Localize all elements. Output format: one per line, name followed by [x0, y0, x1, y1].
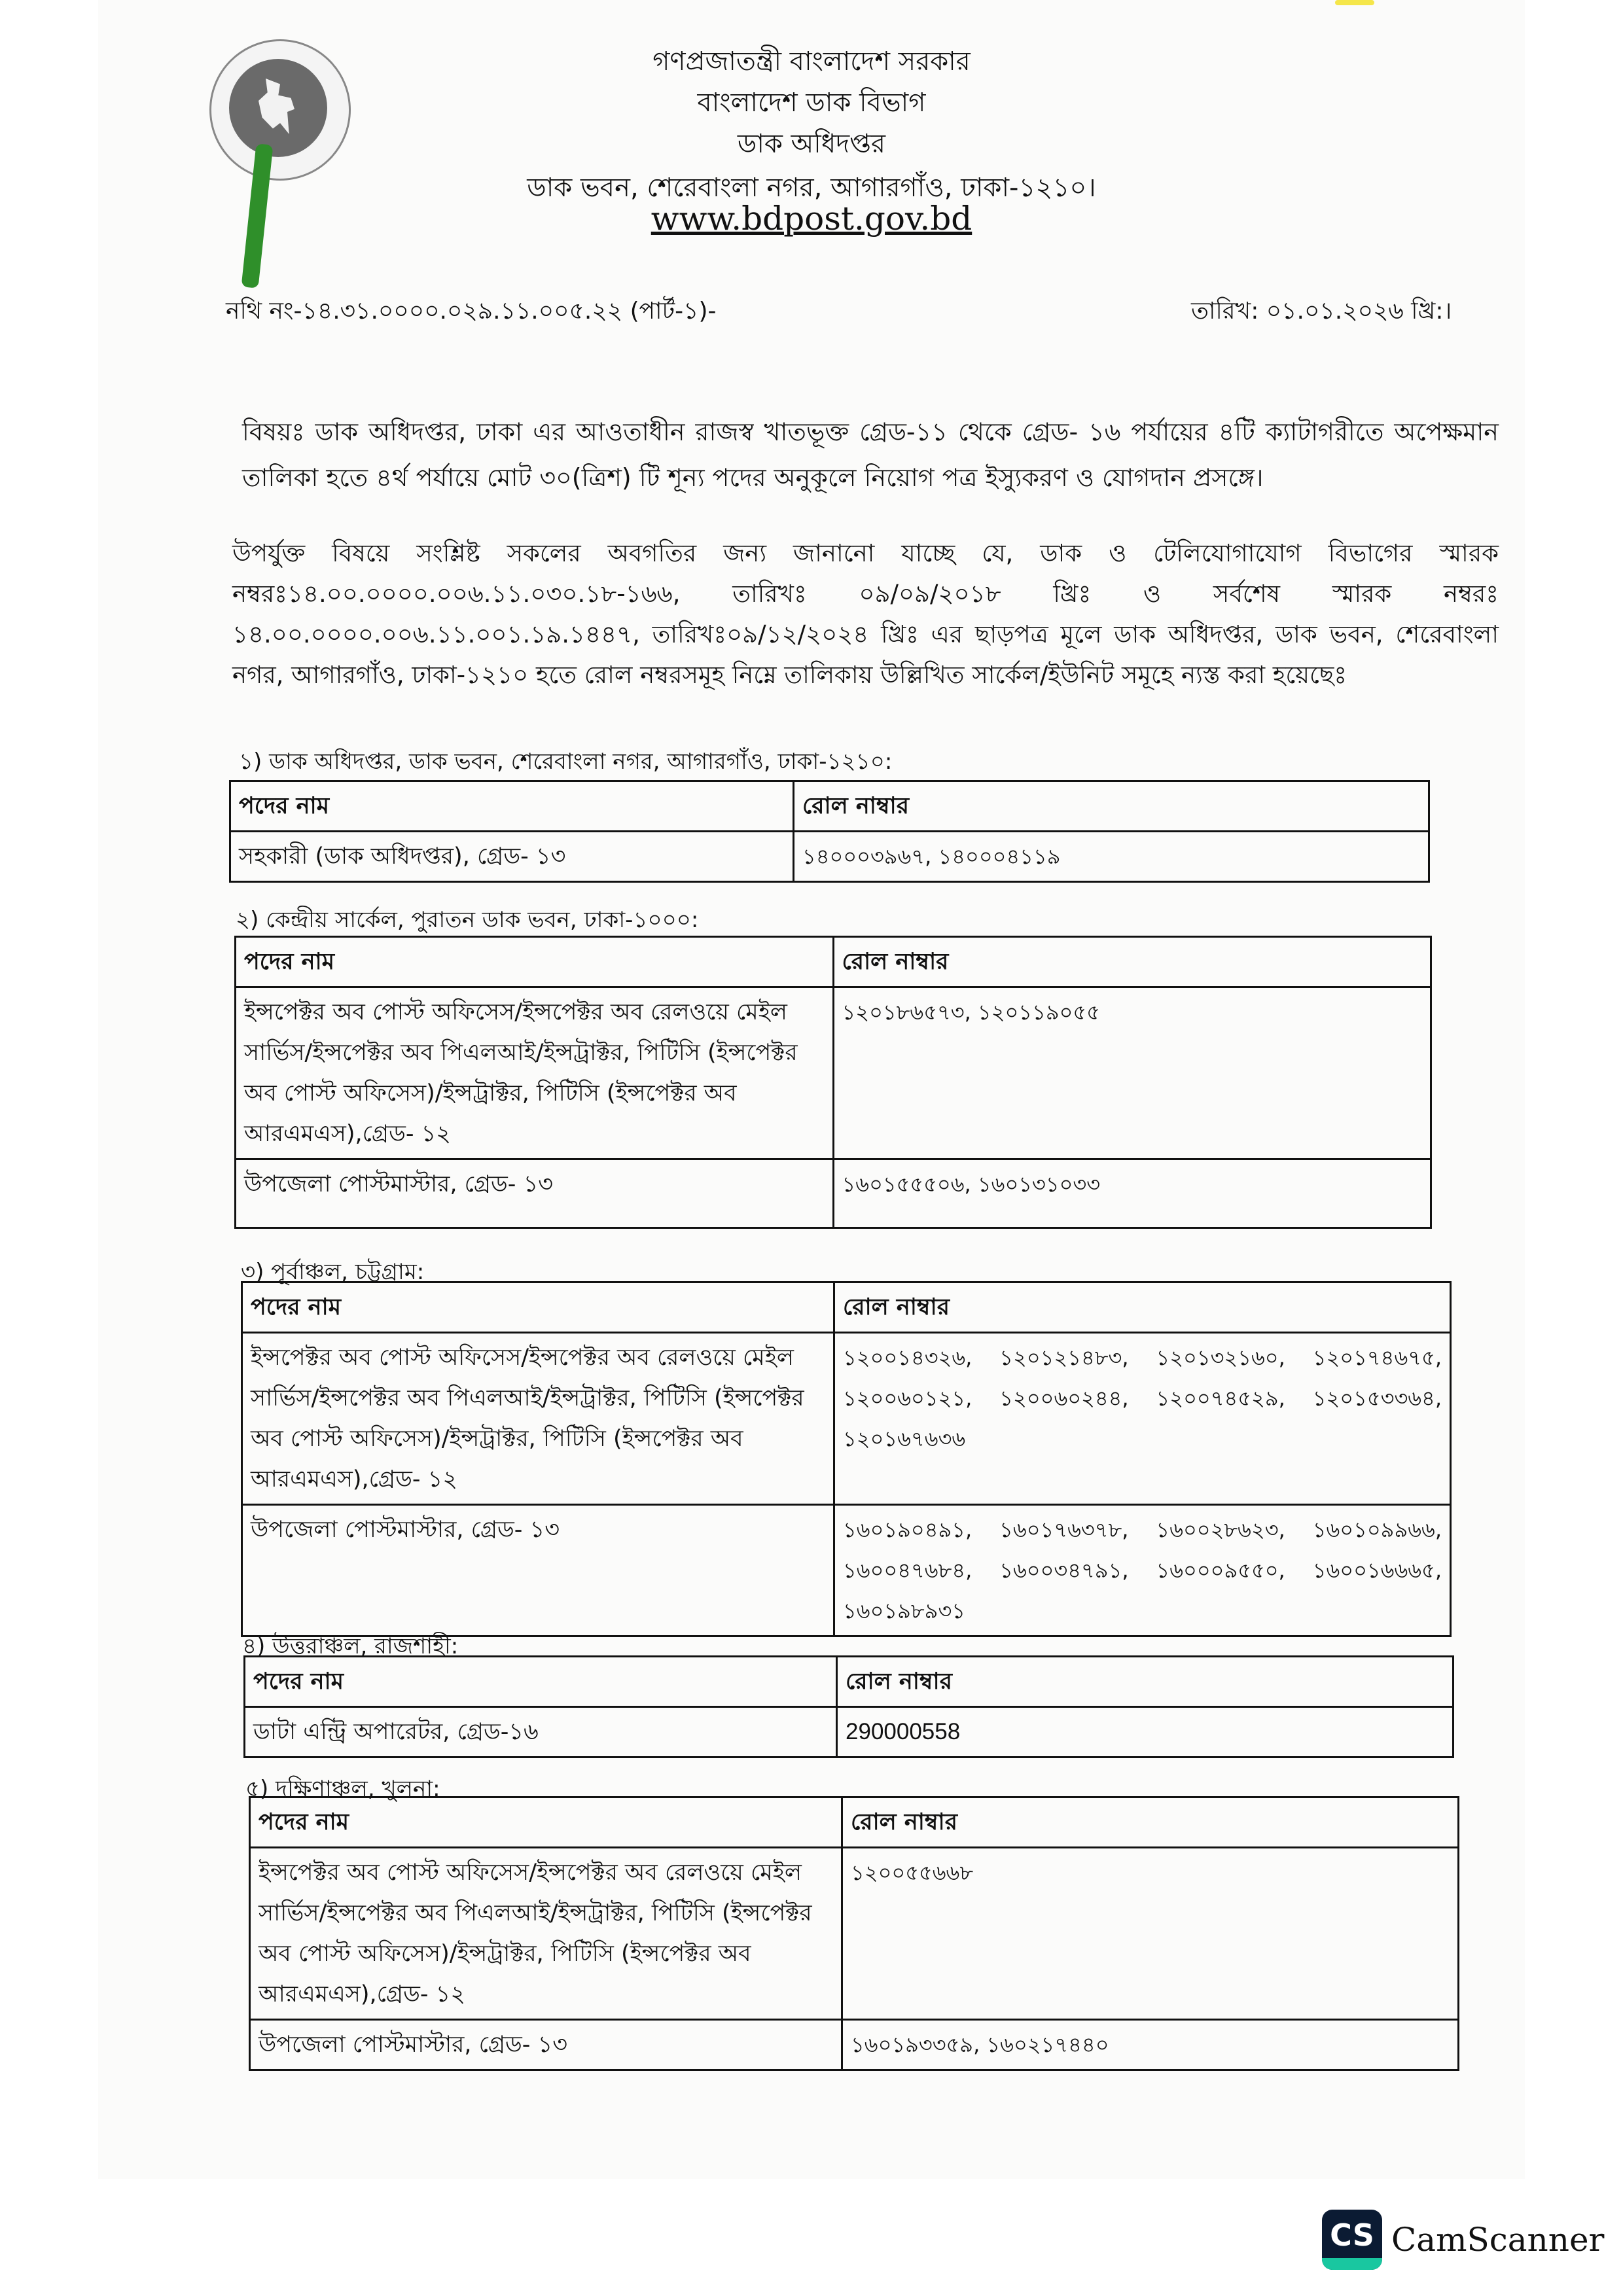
column-header-roll: রোল নাম্বার [794, 781, 1429, 832]
header-department: বাংলাদেশ ডাক বিভাগ [697, 88, 926, 118]
subject-line: বিষয়ঃ ডাক অধিদপ্তর, ঢাকা এর আওতাধীন রাজস্ব খাতভূক্ত গ্রেড-১১ থেকে গ্রেড- ১৬ পর্যায়ের ৪টি ক্যাটাগরীতে অপেক্ষমান তালিকা হতে ৪র্থ পর্যায়ে মোট ৩০(ত্রিশ) টি শূন্য পদের অনুকূলে নিয়োগ পত্র ইস্যুকরণ ও যোগদান প্রসঙ্গে। [242, 417, 1499, 492]
table-row [236, 987, 1431, 1159]
roll-table-2 [234, 936, 1432, 1229]
roll-table-4 [243, 1655, 1454, 1758]
roll-number-cell: ১২০১৮৬৫৭৩, ১২০১১৯০৫৫ [833, 987, 1431, 1159]
column-header-roll: রোল নাম্বার [842, 1797, 1459, 1848]
column-header-post: পদের নাম [236, 937, 834, 987]
file-number: নথি নং-১৪.৩১.০০০০.০২৯.১১.০০৫.২২ (পার্ট-১)- [226, 298, 717, 325]
table-header-row [236, 937, 1431, 987]
section-title-2: ২) কেন্দ্রীয় সার্কেল, পুরাতন ডাক ভবন, ঢাকা-১০০০: [236, 907, 699, 933]
table-row [250, 1848, 1459, 2020]
post-name-cell: ইন্সপেক্টর অব পোস্ট অফিসেস/ইন্সপেক্টর অব রেলওয়ে মেইল সার্ভিস/ইন্সপেক্টর অব পিএলআই/ইন্সট্রাক্টর, পিটিসি (ইন্সপেক্টর অব পোস্ট অফিসেস)/ইন্সট্রাক্টর, পিটিসি (ইন্সপেক্টর অব আরএমএস),গ্রেড- ১২ [250, 1848, 842, 2020]
table-row [245, 1707, 1454, 1757]
column-header-post: পদের নাম [245, 1657, 837, 1707]
roll-table-3 [241, 1281, 1452, 1637]
section-title-4: ৪) উত্তরাঞ্চল, রাজশাহী: [242, 1633, 459, 1659]
roll-number-cell: ১৬০১৯০৪৯১, ১৬০১৭৬৩৭৮, ১৬০০২৮৬২৩, ১৬০১০৯৯৬৬, ১৬০০৪৭৬৮৪, ১৬০০৩৪৭৯১, ১৬০০০৯৫৫০, ১৬০০১৬৬৬৫, ১৬০১৯৮৯৩১ [834, 1505, 1451, 1636]
table-header-row [250, 1797, 1459, 1848]
header-website-link[interactable]: www.bdpost.gov.bd [651, 200, 972, 238]
header-directorate: ডাক অধিদপ্তর [737, 129, 886, 159]
camscanner-name: CamScanner [1391, 2221, 1605, 2259]
column-header-post: পদের নাম [242, 1282, 834, 1333]
table-header-row [245, 1657, 1454, 1707]
roll-number-cell: ১৬০১৫৫৫০৬, ১৬০১৩১০৩৩ [833, 1159, 1431, 1228]
table-row [230, 832, 1429, 882]
column-header-roll: রোল নাম্বার [833, 937, 1431, 987]
table-row [242, 1333, 1451, 1505]
column-header-post: পদের নাম [250, 1797, 842, 1848]
roll-number-cell: 290000558 [837, 1707, 1454, 1757]
post-name-cell: সহকারী (ডাক অধিদপ্তর), গ্রেড- ১৩ [230, 832, 794, 882]
table-header-row [230, 781, 1429, 832]
section-title-3: ৩) পূর্বাঞ্চল, চট্টগ্রাম: [241, 1259, 425, 1285]
camscanner-badge-text: CS [1330, 2217, 1374, 2253]
roll-number-cell: ১৬০১৯৩৩৫৯, ১৬০২১৭৪৪০ [842, 2020, 1459, 2070]
roll-number-cell: ১৪০০০৩৯৬৭, ১৪০০০৪১১৯ [794, 832, 1429, 882]
post-name-cell: উপজেলা পোস্টমাস্টার, গ্রেড- ১৩ [242, 1505, 834, 1636]
roll-number-cell: ১২০০৫৫৬৬৮ [842, 1848, 1459, 2020]
table-row [242, 1505, 1451, 1636]
post-name-cell: উপজেলা পোস্টমাস্টার, গ্রেড- ১৩ [250, 2020, 842, 2070]
section-title-5: ৫) দক্ষিণাঞ্চল, খুলনা: [245, 1776, 440, 1802]
post-name-cell: উপজেলা পোস্টমাস্টার, গ্রেড- ১৩ [236, 1159, 834, 1228]
roll-table-5 [249, 1796, 1459, 2071]
camscanner-badge-stripe [1322, 2258, 1382, 2270]
column-header-roll: রোল নাম্বার [834, 1282, 1451, 1333]
table-header-row [242, 1282, 1451, 1333]
column-header-post: পদের নাম [230, 781, 794, 832]
post-name-cell: ইন্সপেক্টর অব পোস্ট অফিসেস/ইন্সপেক্টর অব রেলওয়ে মেইল সার্ভিস/ইন্সপেক্টর অব পিএলআই/ইন্সট্রাক্টর, পিটিসি (ইন্সপেক্টর অব পোস্ট অফিসেস)/ইন্সট্রাক্টর, পিটিসি (ইন্সপেক্টর অব আরএমএস),গ্রেড- ১২ [236, 987, 834, 1159]
table-row [236, 1159, 1431, 1228]
body-paragraph: উপর্যুক্ত বিষয়ে সংশ্লিষ্ট সকলের অবগতির জন্য জানানো যাচ্ছে যে, ডাক ও টেলিযোগাযোগ বিভাগের স্মারক নম্বরঃ১৪.০০.০০০০.০০৬.১১.০৩০.১৮-১৬৬, তারিখঃ ০৯/০৯/২০১৮ খ্রিঃ ও সর্বশেষ স্মারক নম্বরঃ ১৪.০০.০০০০.০০৬.১১.০০১.১৯.১৪৪৭, তারিখঃ০৯/১২/২০২৪ খ্রিঃ এর ছাড়পত্র মূলে ডাক অধিদপ্তর, ডাক ভবন, শেরেবাংলা নগর, আগারগাঁও, ঢাকা-১২১০ হতে রোল নম্বরসমূহ নিম্নে তালিকায় উল্লিখিত সার্কেল/ইউনিট সমূহে ন্যস্ত করা হয়েছেঃ [232, 539, 1499, 689]
table-row [250, 2020, 1459, 2070]
section-title-1: ১) ডাক অধিদপ্তর, ডাক ভবন, শেরেবাংলা নগর, আগারগাঁও, ঢাকা-১২১০: [239, 749, 893, 775]
header-government: গণপ্রজাতন্ত্রী বাংলাদেশ সরকার [652, 46, 971, 77]
highlight-mark [1335, 0, 1374, 5]
post-name-cell: ইন্সপেক্টর অব পোস্ট অফিসেস/ইন্সপেক্টর অব রেলওয়ে মেইল সার্ভিস/ইন্সপেক্টর অব পিএলআই/ইন্সট্রাক্টর, পিটিসি (ইন্সপেক্টর অব পোস্ট অফিসেস)/ইন্সট্রাক্টর, পিটিসি (ইন্সপেক্টর অব আরএমএস),গ্রেড- ১২ [242, 1333, 834, 1505]
issue-date: তারিখ: ০১.০১.২০২৬ খ্রি:। [1191, 298, 1452, 325]
column-header-roll: রোল নাম্বার [837, 1657, 1454, 1707]
camscanner-logo-icon [1322, 2210, 1382, 2270]
post-name-cell: ডাটা এন্ট্রি অপারেটর, গ্রেড-১৬ [245, 1707, 837, 1757]
header-address: ডাক ভবন, শেরেবাংলা নগর, আগারগাঁও, ঢাকা-১২১০। [527, 173, 1096, 203]
camscanner-watermark [1322, 2210, 1604, 2269]
roll-number-cell: ১২০০১৪৩২৬, ১২০১২১৪৮৩, ১২০১৩২১৬০, ১২০১৭৪৬৭৫, ১২০০৬০১২১, ১২০০৬০২৪৪, ১২০০৭৪৫২৯, ১২০১৫৩৩৬৪, ১২০১৬৭৬৩৬ [834, 1333, 1451, 1505]
roll-table-1 [229, 780, 1430, 883]
